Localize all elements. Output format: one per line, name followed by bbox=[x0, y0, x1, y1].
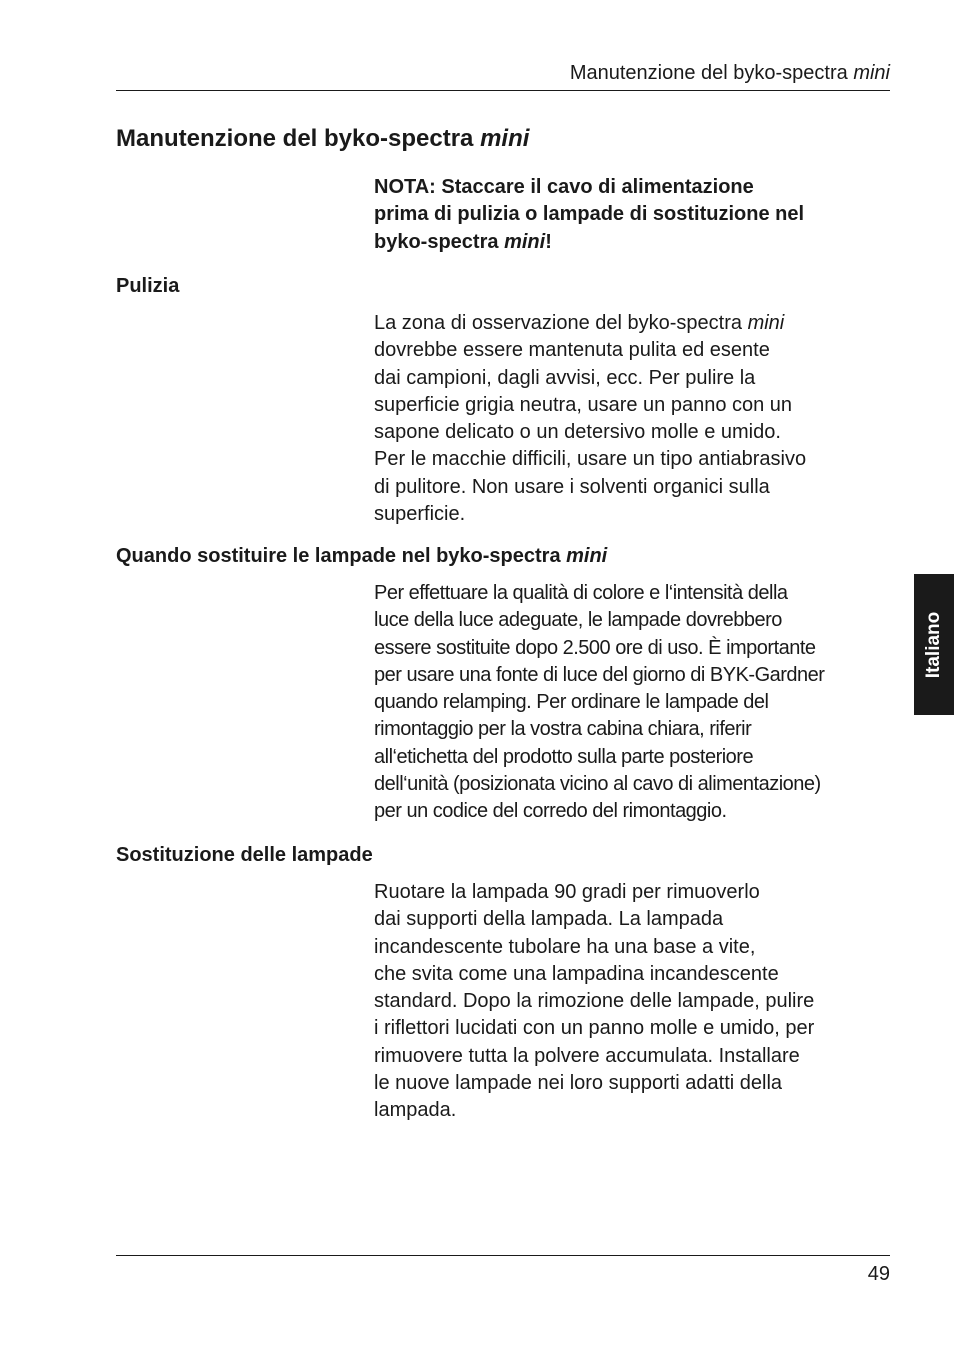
section-heading-sostituzione: Sostituzione delle lampade bbox=[116, 844, 373, 866]
note-line-1: NOTA: Staccare il cavo di alimentazione bbox=[374, 176, 754, 198]
running-header-italic: mini bbox=[853, 62, 890, 84]
sostituzione-line-7: rimuovere tutta la polvere accumulata. Installare bbox=[374, 1044, 800, 1067]
pulizia-line-6: Per le macchie difficili, usare un tipo antiabrasivo bbox=[374, 448, 807, 471]
sostituzione-line-6: i riflettori lucidati con un panno molle e umido, per bbox=[374, 1017, 815, 1040]
sostituzione-line-2: dai supporti della lampada. La lampada bbox=[374, 908, 724, 931]
section-heading-pulizia: Pulizia bbox=[116, 275, 180, 297]
quando-line-6: rimontaggio per la vostra cabina chiara, riferir bbox=[374, 718, 752, 741]
note-line-3 bbox=[374, 229, 894, 256]
language-tab-label: Italiano bbox=[923, 611, 944, 678]
quando-line-5: quando relamping. Per ordinare le lampade del bbox=[374, 691, 769, 714]
running-header bbox=[116, 60, 890, 86]
pulizia-line-4: superficie grigia neutra, usare un panno con un bbox=[374, 393, 793, 416]
section-body-sostituzione bbox=[374, 879, 894, 1125]
sostituzione-line-4: che svita come una lampadina incandescente bbox=[374, 962, 779, 985]
pulizia-line-2: dovrebbe essere mantenuta pulita ed esente bbox=[374, 339, 770, 362]
note-line-3-text: byko-spectra bbox=[374, 230, 499, 253]
page-title bbox=[116, 123, 529, 155]
pulizia-line-3: dai campioni, dagli avvisi, ecc. Per pulire la bbox=[374, 366, 756, 389]
page-title-italic: mini bbox=[480, 125, 530, 152]
language-tab bbox=[914, 574, 954, 715]
note-line-3-end: ! bbox=[545, 230, 552, 253]
page-number: 49 bbox=[867, 1263, 890, 1285]
sostituzione-line-3: incandescente tubolare ha una base a vite, bbox=[374, 935, 756, 958]
quando-line-2: luce della luce adeguate, le lampade dovrebbero bbox=[374, 609, 782, 632]
running-header-text: Manutenzione del byko-spectra bbox=[569, 62, 848, 84]
section-body-quando bbox=[374, 580, 894, 826]
sostituzione-line-9: lampada. bbox=[374, 1099, 457, 1122]
quando-line-8: dell‘unità (posizionata vicino al cavo di alimentazione) bbox=[374, 773, 821, 796]
quando-line-3: essere sostituite dopo 2.500 ore di uso. È importante bbox=[374, 636, 816, 659]
pulizia-line-5: sapone delicato o un detersivo molle e umido. bbox=[374, 421, 781, 444]
quando-heading-text: Quando sostituire le lampade nel byko-spectra bbox=[116, 545, 561, 567]
sostituzione-line-5: standard. Dopo la rimozione delle lampade, pulire bbox=[374, 990, 815, 1013]
pulizia-line-1-text: La zona di osservazione del byko-spectra bbox=[374, 312, 742, 334]
sostituzione-line-1: Ruotare la lampada 90 gradi per rimuoverlo bbox=[374, 881, 760, 903]
quando-line-7: all‘etichetta del prodotto sulla parte posteriore bbox=[374, 745, 754, 768]
quando-heading-italic: mini bbox=[566, 545, 608, 567]
note-line-2: prima di pulizia o lampade di sostituzione nel bbox=[374, 203, 805, 226]
pulizia-line-7: di pulitore. Non usare i solventi organici sulla bbox=[374, 475, 770, 498]
pulizia-line-1 bbox=[374, 310, 894, 337]
page-title-text: Manutenzione del byko-spectra bbox=[116, 125, 474, 152]
pulizia-line-8: superficie. bbox=[374, 503, 466, 526]
section-body-pulizia bbox=[374, 310, 894, 528]
section-heading-quando bbox=[116, 543, 607, 569]
note-block bbox=[374, 174, 894, 256]
footer-rule bbox=[116, 1255, 890, 1256]
sostituzione-line-8: le nuove lampade nei loro supporti adatti della bbox=[374, 1072, 783, 1095]
note-line-3-italic: mini bbox=[504, 230, 546, 253]
quando-line-9: per un codice del corredo del rimontaggio. bbox=[374, 800, 727, 823]
header-rule bbox=[116, 90, 890, 91]
quando-line-4: per usare una fonte di luce del giorno di BYK-Gardner bbox=[374, 663, 825, 686]
pulizia-line-1-italic: mini bbox=[747, 312, 785, 334]
quando-line-1: Per effettuare la qualità di colore e l‘intensità della bbox=[374, 582, 788, 604]
